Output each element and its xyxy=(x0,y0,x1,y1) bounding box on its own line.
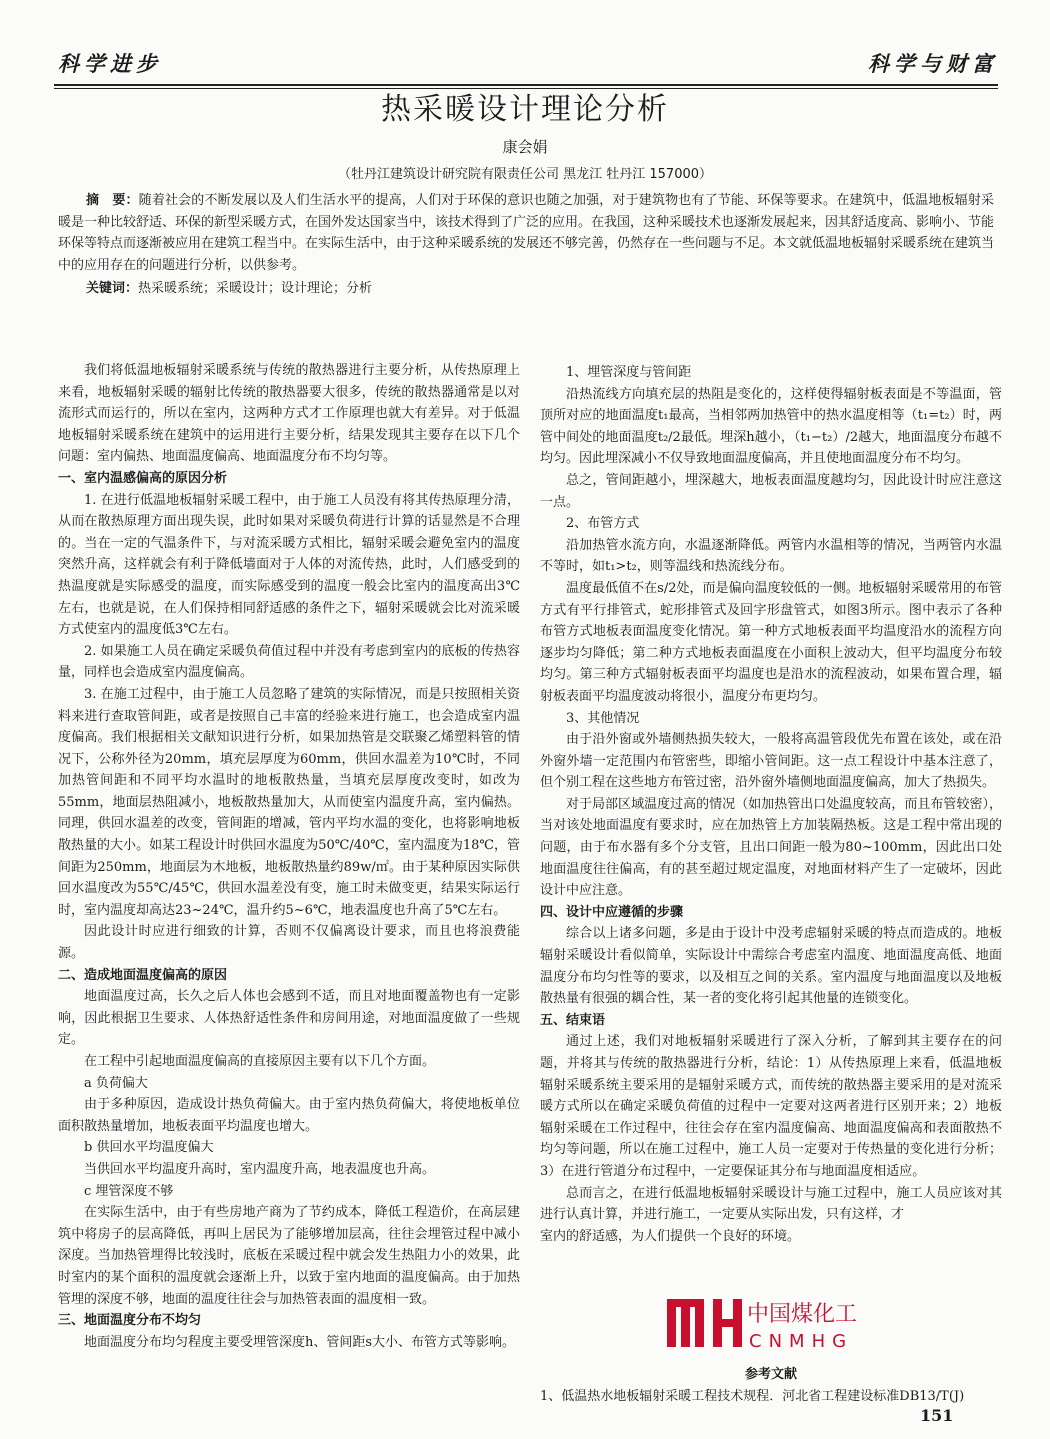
abstract-label: 摘 要： xyxy=(86,193,139,208)
keywords-label: 关键词： xyxy=(86,281,139,296)
paragraph: 因此设计时应进行细致的计算，否则不仅偏离设计要求，而且也将浪费能源。 xyxy=(58,924,520,962)
paragraph: 沿热流线方向填充层的热阻是变化的，这样使得辐射板表面是不等温面，管顶所对应的地面温度t₁最高，当相邻两加热管中的热水温度相等（t₁=t₂）时，两管中间处的地面温度t₂/2最低。埋深h越小，（t₁−t₂）/2越大，地面温度分布越不均匀。因此埋深减小不仅导致地面温度偏高，并且使地面温度分布不均匀。 xyxy=(540,386,1002,467)
reference-item: 1、低温热水地板辐射采暖工程技术规程．河北省工程建设标准DB13/T(J) xyxy=(540,1389,965,1404)
paragraph: 由于多种原因，造成设计热负荷偏大。由于室内热负荷偏大，将使地板单位面积散热量增加，地板表面平均温度也增大。 xyxy=(58,1097,520,1134)
section-heading: 二、造成地面温度偏高的原因 xyxy=(58,967,228,983)
paragraph: 地面温度分布均匀程度主要受埋管深度h、管间距s大小、布管方式等影响。 xyxy=(84,1334,516,1350)
section-heading: 四、设计中应遵循的步骤 xyxy=(540,904,684,920)
paragraph: 由于沿外窗或外墙侧热损失较大，一般将高温管段优先布置在该处，或在沿外窗外墙一定范围内布管密些，即缩小管间距。这一点工程设计中基本注意了，但个别工程在这些地方布管过密，沿外窗外墙侧地面温度偏高，加大了热损失。 xyxy=(540,732,1002,791)
paragraph: 通过上述，我们对地板辐射采暖进行了深入分析，了解到其主要存在的问题，并将其与传统的散热器进行分析，结论：1）从传热原理上来看，低温地板辐射采暖系统主要采用的是辐射采暖方式，而传统的散热器主要采用的是对流采暖方式所以在确定采暖负荷值的过程中一定要对这两者进行区别开来；2）地板辐射采暖在工作过程中，往往会存在室内温度偏高、地面温度偏高和表面散热不均匀等问题，所以在施工过程中，施工人员一定要对于传热量的变化进行分析；3）在进行管道分布过程中，一定要保证其分布与地面温度相适应。 xyxy=(540,1034,1002,1179)
paragraph: 当供回水平均温度升高时，室内温度升高，地表温度也升高。 xyxy=(84,1161,436,1177)
subsection-heading: 1、埋管深度与管间距 xyxy=(566,365,692,380)
subsection-heading: c 埋管深度不够 xyxy=(84,1183,174,1199)
paragraph: 总而言之，在进行低温地板辐射采暖设计与施工过程中，施工人员应该对其进行认真计算，并进行施工，一定要从实际出发，只有这样，才 xyxy=(540,1185,1002,1223)
paragraph: 对于局部区域温度过高的情况（如加热管出口处温度较高，而且布管较密），当对该处地面温度有要求时，应在加热管上方加装隔热板。这是工程中常出现的问题，由于布水器有多个分支管，且出口间距一般为80~100mm，因此出口处地面温度往往偏高，有的甚至超过规定温度，对地面材料产生了一定破坏，因此设计中应注意。 xyxy=(540,796,1002,899)
paragraph: 地面温度过高，长久之后人体也会感到不适，而且对地面覆盖物也有一定影响，因此根据卫生要求、人体热舒适性条件和房间用途，对地面温度做了一些规定。 xyxy=(58,989,520,1048)
cnmhg-logo-icon xyxy=(665,1293,995,1353)
subsection-heading: 3、其他情况 xyxy=(566,710,640,726)
journal-header-left: 科学进步 xyxy=(58,52,162,76)
section-heading: 三、地面温度分布不均匀 xyxy=(58,1313,202,1329)
subsection-heading: b 供回水平均温度偏大 xyxy=(84,1140,214,1156)
page-number: 151 xyxy=(920,1406,954,1425)
keywords-text: 热采暖系统；采暖设计；设计理论；分析 xyxy=(138,281,373,296)
paragraph: 温度最低值不在s/2处，而是偏向温度较低的一侧。地板辐射采暖常用的布管方式有平行排管式，蛇形排管式及回字形盘管式，如图3所示。图中表示了各种布管方式地板表面温度变化情况。第一种方式地板表面平均温度沿水的流程方向逐步均匀降低；第二种方式地板表面温度在小面积上波动大，但平均温度分布较均匀。第三种方式辐射板表面平均温度也是沿水的流程波动，如果布置合理，辐射板表面平均温度波动将很小，温度分布更均匀。 xyxy=(540,580,1002,704)
watermark-cn-text: 中国煤化工 xyxy=(747,1302,858,1327)
paragraph: 综合以上诸多问题，多是由于设计中没考虑辐射采暖的特点而造成的。地板辐射采暖设计看似简单，实际设计中需综合考虑室内温度、地面温度高低、地面温度分布均匀性等的要求，以及相互之间的关系。室内温度与地面温度以及地板散热量有很强的耦合性，某一者的变化将引起其他量的连锁变化。 xyxy=(540,926,1002,1007)
cnmhg-watermark-logo xyxy=(665,1293,995,1353)
paragraph: 在实际生活中，由于有些房地产商为了节约成本，降低工程造价，在高层建筑中将房子的层高降低，再叫上居民为了能够增加层高，往往会埋管过程中减小深度。当加热管埋得比较浅时，底板在采暖过程中就会发生热阻力小的效果，此时室内的某个面积的温度就会逐渐上升，以致于室内地面的温度偏高。由于加热管埋的深度不够，地面的温度往往会与加热管表面的温度相一致。 xyxy=(58,1205,520,1307)
subsection-heading: a 负荷偏大 xyxy=(84,1075,148,1091)
author-affiliation: （牡丹江建筑设计研究院有限责任公司 黑龙江 牡丹江 157000） xyxy=(337,167,713,182)
right-column xyxy=(540,362,1002,1247)
abstract xyxy=(58,190,994,276)
paragraph: 在工程中引起地面温度偏高的直接原因主要有以下几个方面。 xyxy=(84,1054,436,1069)
journal-header-right: 科学与财富 xyxy=(868,52,998,76)
left-column xyxy=(58,360,520,1353)
section-heading: 一、室内温感偏高的原因分析 xyxy=(58,470,228,486)
abstract-text: 随着社会的不断发展以及人们生活水平的提高，人们对于环保的意识也随之加强，对于建筑物也有了节能、环保等要求。在建筑中，低温地板辐射采暖是一种比较舒适、环保的新型采暖方式，在国外发达国家当中，该技术得到了广泛的应用。在我国，这种采暖技术也逐渐发展起来，因其舒适度高、影响小、节能环保等特点而逐渐被应用在建筑工程当中。在实际生活中，由于这种采暖系统的发展还不够完善，仍然存在一些问题与不足。本文就低温地板辐射采暖系统在建筑当中的应用存在的问题进行分析，以供参考。 xyxy=(58,193,995,273)
paragraph: 1. 在进行低温地板辐射采暖工程中，由于施工人员没有将其传热原理分清，从而在散热原理方面出现失误，此时如果对采暖负荷进行计算的话显然是不合理的。当在一定的气温条件下，与对流采暖方式相比，辐射采暖会避免室内的温度突然升高，这样就会有利于降低墙面对于人体的对流传热，此时，人们感受到的热温度就是实际感受的温度，而实际感受到的温度一般会比室内的温度高出3℃左右，也就是说，在人们保持相同舒适感的条件之下，辐射采暖就会比对流采暖方式使室内的温度低3℃左右。 xyxy=(58,492,520,638)
paragraph: 3. 在施工过程中，由于施工人员忽略了建筑的实际情况，而是只按照相关资料来进行查取管间距，或者是按照自己丰富的经验来进行施工，也会造成室内温度偏高。我们根据相关文献知识进行分析，如果加热管是交联聚乙烯塑料管的情况下，公称外径为20mm，填充层厚度为60mm，供回水温差为10℃时，不同加热管间距和不同平均水温时的地板散热量，当填充层厚度改变时，如改为55mm，地面层热阻减小，地板散热量加大，从而使室内温度升高，室内偏热。同理，供回水温差的改变，管间距的增减，管内平均水温的变化，也将影响地板散热量的大小。如某工程设计时供回水温度为50℃/40℃，室内温度为18℃，管间距为250mm，地面层为木地板，地板散热量约89w/㎡。由于某种原因实际供回水温度改为55℃/45℃，供回水温差没有变，施工时未做变更，结果实际运行时，室内温度却高达23~24℃，温升约5~6℃，地表温度也升高了5℃左右。 xyxy=(58,686,520,918)
paragraph: 沿加热管水流方向，水温逐渐降低。两管内水温相等的情况，当两管内水温不等时，如t₁>t₂，则等温线和热流线分布。 xyxy=(540,537,1002,575)
subsection-heading: 2、布管方式 xyxy=(566,516,640,532)
article-author: 康会娟 xyxy=(502,138,548,156)
paragraph: 2. 如果施工人员在确定采暖负荷值过程中并没有考虑到室内的底板的传热容量，同样也会造成室内温度偏高。 xyxy=(58,643,520,681)
keywords xyxy=(58,277,994,296)
watermark-en-text: CNMHG xyxy=(749,1331,854,1352)
intro-paragraph: 我们将低温地板辐射采暖系统与传统的散热器进行主要分析，从传热原理上来看，地板辐射采暖的辐射比传统的散热器要大很多，传统的散热器通常是以对流形式而运行的，所以在室内，这两种方式才工作原理也就大有差异。对于低温地板辐射采暖系统在建筑中的运用进行主要分析，结果发现其主要存在以下几个问题：室内偏热、地面温度偏高、地面温度分布不均匀等。 xyxy=(58,363,520,465)
article-title: 热采暖设计理论分析 xyxy=(381,92,669,127)
section-heading: 五、结束语 xyxy=(540,1012,606,1028)
references-heading: 参考文献 xyxy=(744,1367,797,1382)
paragraph: 室内的舒适感，为人们提供一个良好的环境。 xyxy=(540,1228,801,1244)
paragraph: 总之，管间距越小，埋深越大，地板表面温度越均匀，因此设计时应注意这一点。 xyxy=(540,472,1002,510)
